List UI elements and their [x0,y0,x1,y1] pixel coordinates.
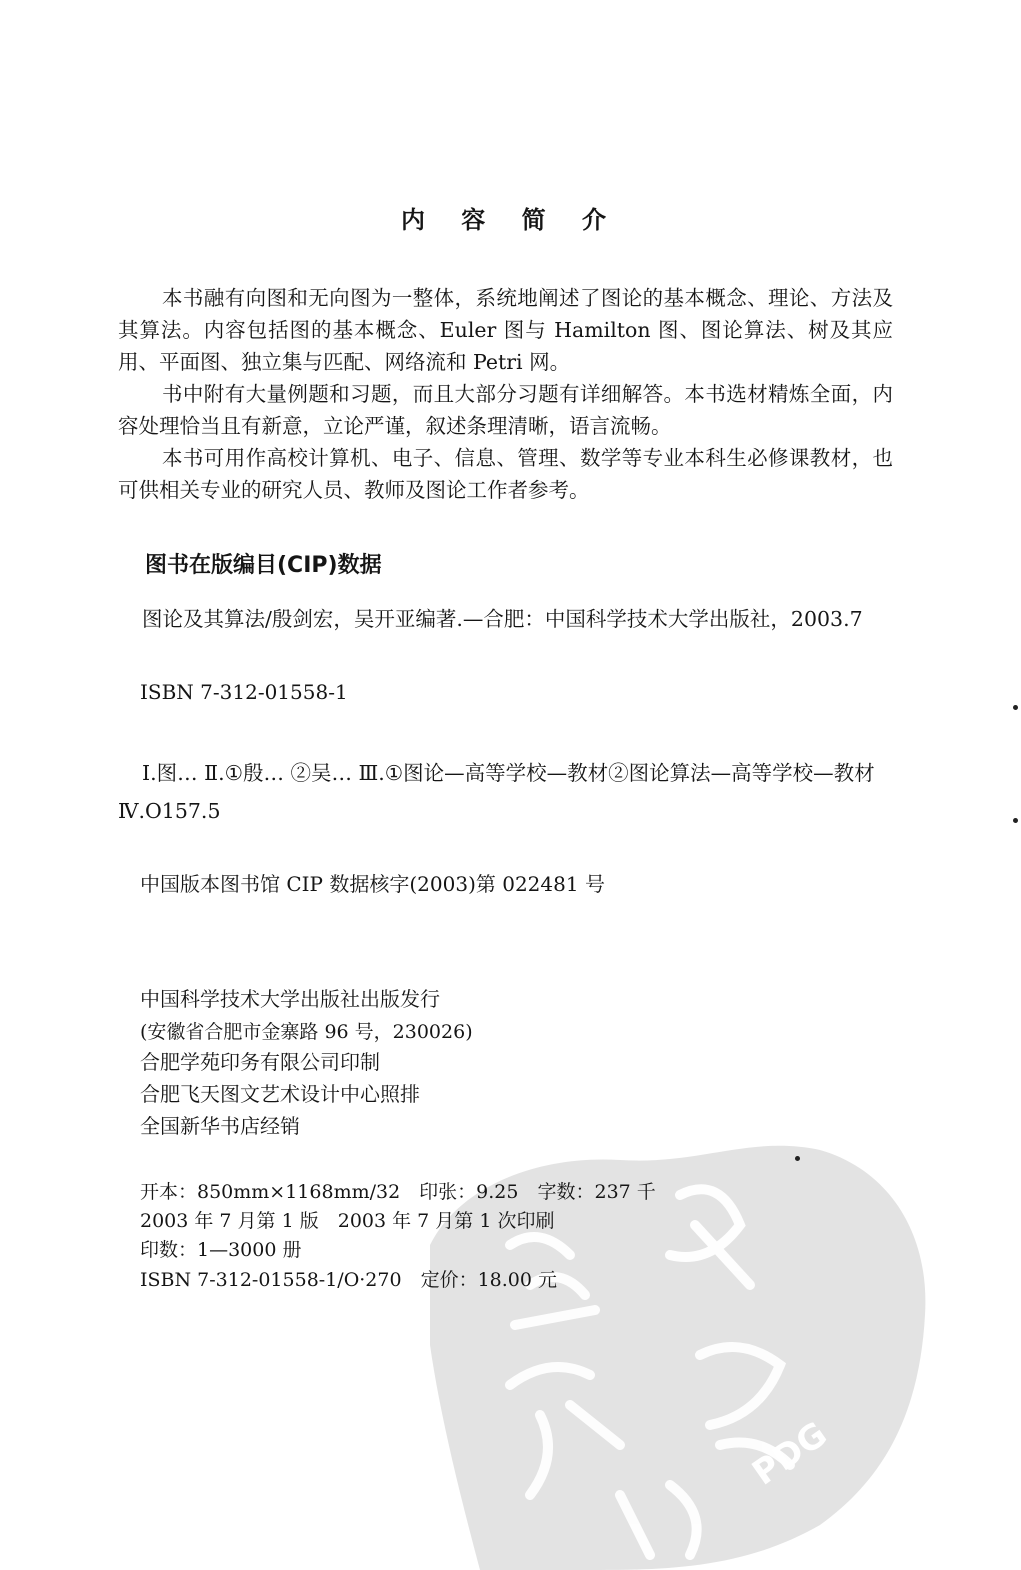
distributor-line: 全国新华书店经销 [140,1114,300,1138]
cip-isbn: ISBN 7-312-01558-1 [140,680,348,704]
intro-paragraph-1: 本书融有向图和无向图为一整体，系统地阐述了图论的基本概念、理论、方法及其算法。内容包括图的基本概念、Euler 图与 Hamilton 图、图论算法、树及其应用、平面图、独立集与匹配、网络流和 Petri 网。 [118,286,893,374]
printer-line: 合肥学苑印务有限公司印制 [140,1050,380,1074]
typesetter-line: 合肥飞天图文艺术设计中心照排 [140,1082,420,1106]
format-specs: 开本：850mm×1168mm/32 印张：9.25 字数：237 千 [140,1181,656,1203]
cip-entry: 图论及其算法/殷剑宏，吴开亚编著.—合肥：中国科学技术大学出版社，2003.7 [142,607,863,631]
cip-title: 图书在版编目(CIP)数据 [145,553,382,578]
print-run: 印数：1—3000 册 [140,1239,302,1261]
publisher-address: (安徽省合肥市金寨路 96 号，230026) [140,1021,473,1043]
cip-record-number: 中国版本图书馆 CIP 数据核字(2003)第 022481 号 [140,872,605,896]
edition-info: 2003 年 7 月第 1 版 2003 年 7 月第 1 次印刷 [140,1210,555,1232]
scan-speck [1013,705,1018,710]
intro-paragraph-3: 本书可用作高校计算机、电子、信息、管理、数学等专业本科生必修课教材，也可供相关专业的研究人员、教师及图论工作者参考。 [118,446,893,502]
intro-paragraph-2: 书中附有大量例题和习题，而且大部分习题有详细解答。本书选材精炼全面，内容处理恰当且有新意，立论严谨，叙述条理清晰，语言流畅。 [118,382,893,438]
page-heading: 内 容 简 介 [400,206,621,234]
scan-speck [795,1156,800,1161]
cip-classification: Ⅰ.图… Ⅱ.①殷… ②吴… Ⅲ.①图论—高等学校—教材②图论算法—高等学校—教材 Ⅳ.O157.5 [118,761,875,823]
watermark-text: PDG [745,1414,835,1494]
scan-speck [1013,818,1018,823]
isbn-price: ISBN 7-312-01558-1/O·270 定价：18.00 元 [140,1269,558,1291]
publisher-line: 中国科学技术大学出版社出版发行 [140,987,440,1011]
